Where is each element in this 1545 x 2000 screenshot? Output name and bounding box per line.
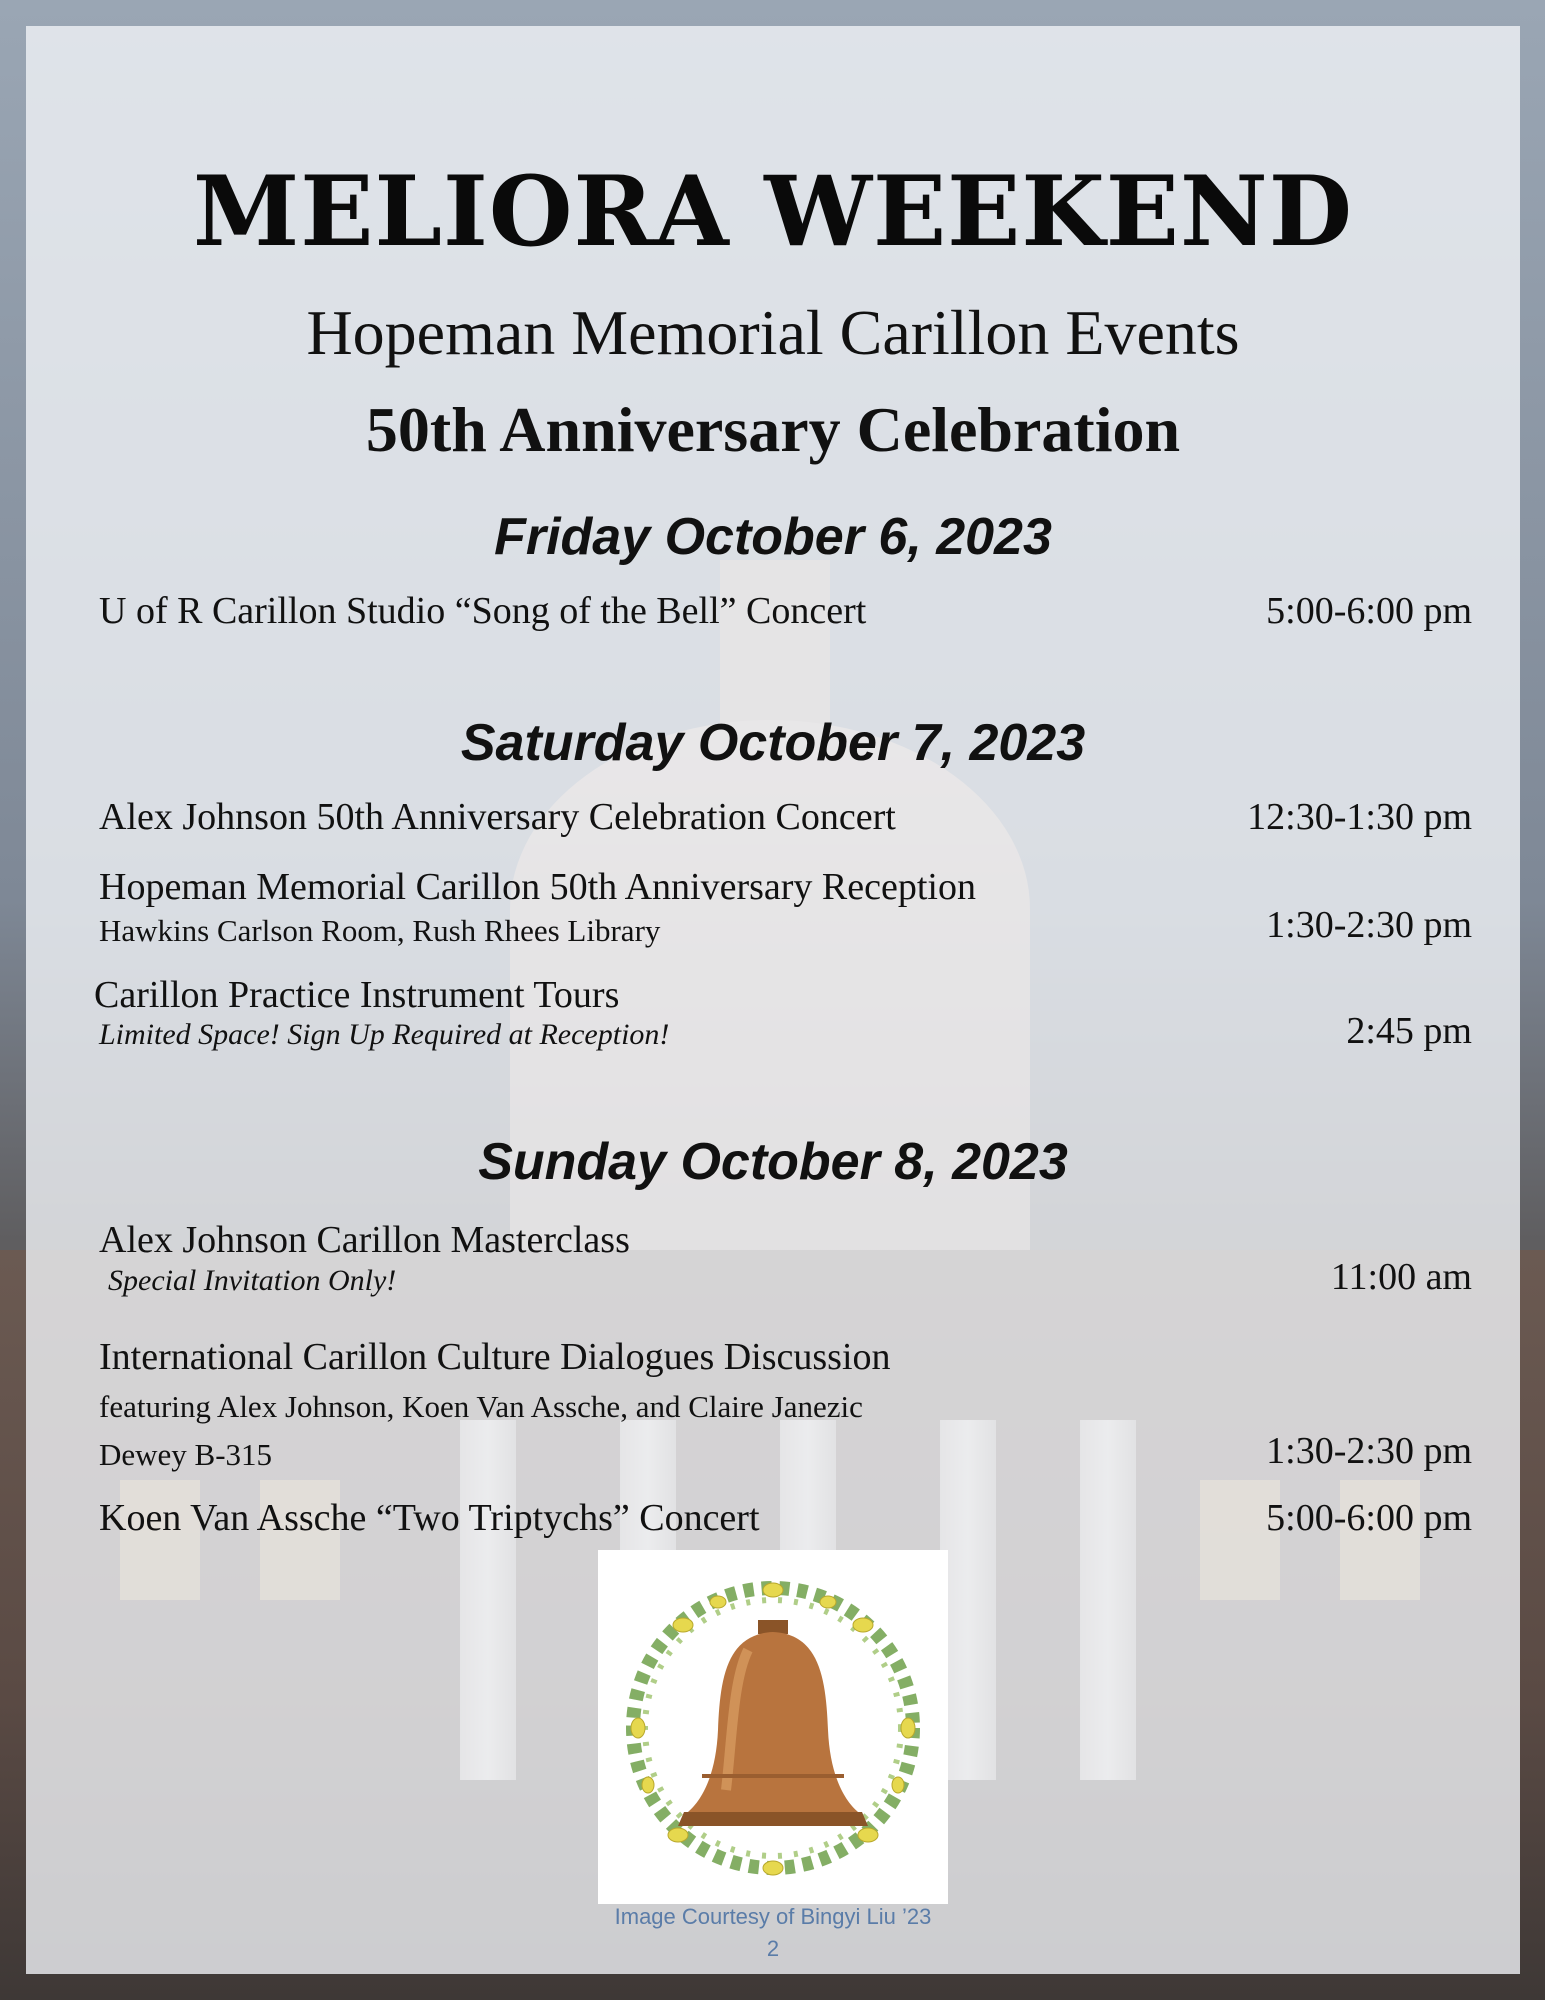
page-title: MELIORA WEEKEND (193, 155, 1353, 268)
event-note: Limited Space! Sign Up Required at Reception! (99, 1018, 670, 1051)
bell-wreath-illustration (598, 1550, 948, 1904)
event-time: 5:00-6:00 pm (1266, 1497, 1472, 1539)
event-time: 1:30-2:30 pm (1266, 1430, 1472, 1472)
event-name: International Carillon Culture Dialogues Discussion (99, 1336, 891, 1378)
bell-wreath-icon (598, 1550, 948, 1904)
event-name: Hopeman Memorial Carillon 50th Anniversary Reception (99, 866, 976, 908)
event-name: Koen Van Assche “Two Triptychs” Concert (99, 1497, 760, 1539)
page-number: 2 (766, 1936, 780, 1961)
event-time: 2:45 pm (1346, 1010, 1472, 1052)
event-name: Alex Johnson 50th Anniversary Celebration Concert (99, 796, 896, 838)
day-heading-saturday: Saturday October 7, 2023 (460, 714, 1086, 772)
anniversary-heading: 50th Anniversary Celebration (365, 394, 1181, 465)
event-note: Special Invitation Only! (108, 1264, 397, 1297)
flyer-panel (26, 26, 1520, 1974)
day-heading-friday: Friday October 6, 2023 (494, 508, 1052, 566)
event-location: Dewey B-315 (99, 1437, 273, 1472)
day-heading-sunday: Sunday October 8, 2023 (478, 1133, 1068, 1191)
page-subtitle: Hopeman Memorial Carillon Events (306, 297, 1240, 368)
event-detail: featuring Alex Johnson, Koen Van Assche, and Claire Janezic (99, 1389, 863, 1424)
event-time: 11:00 am (1330, 1256, 1472, 1298)
event-name: U of R Carillon Studio “Song of the Bell” Concert (99, 590, 867, 632)
event-time: 5:00-6:00 pm (1266, 590, 1472, 632)
event-time: 1:30-2:30 pm (1266, 904, 1472, 946)
event-location: Hawkins Carlson Room, Rush Rhees Library (99, 913, 661, 948)
event-time: 12:30-1:30 pm (1247, 796, 1472, 838)
event-name: Alex Johnson Carillon Masterclass (99, 1219, 630, 1261)
image-credit: Image Courtesy of Bingyi Liu ’23 (614, 1904, 932, 1929)
event-name: Carillon Practice Instrument Tours (94, 974, 620, 1016)
